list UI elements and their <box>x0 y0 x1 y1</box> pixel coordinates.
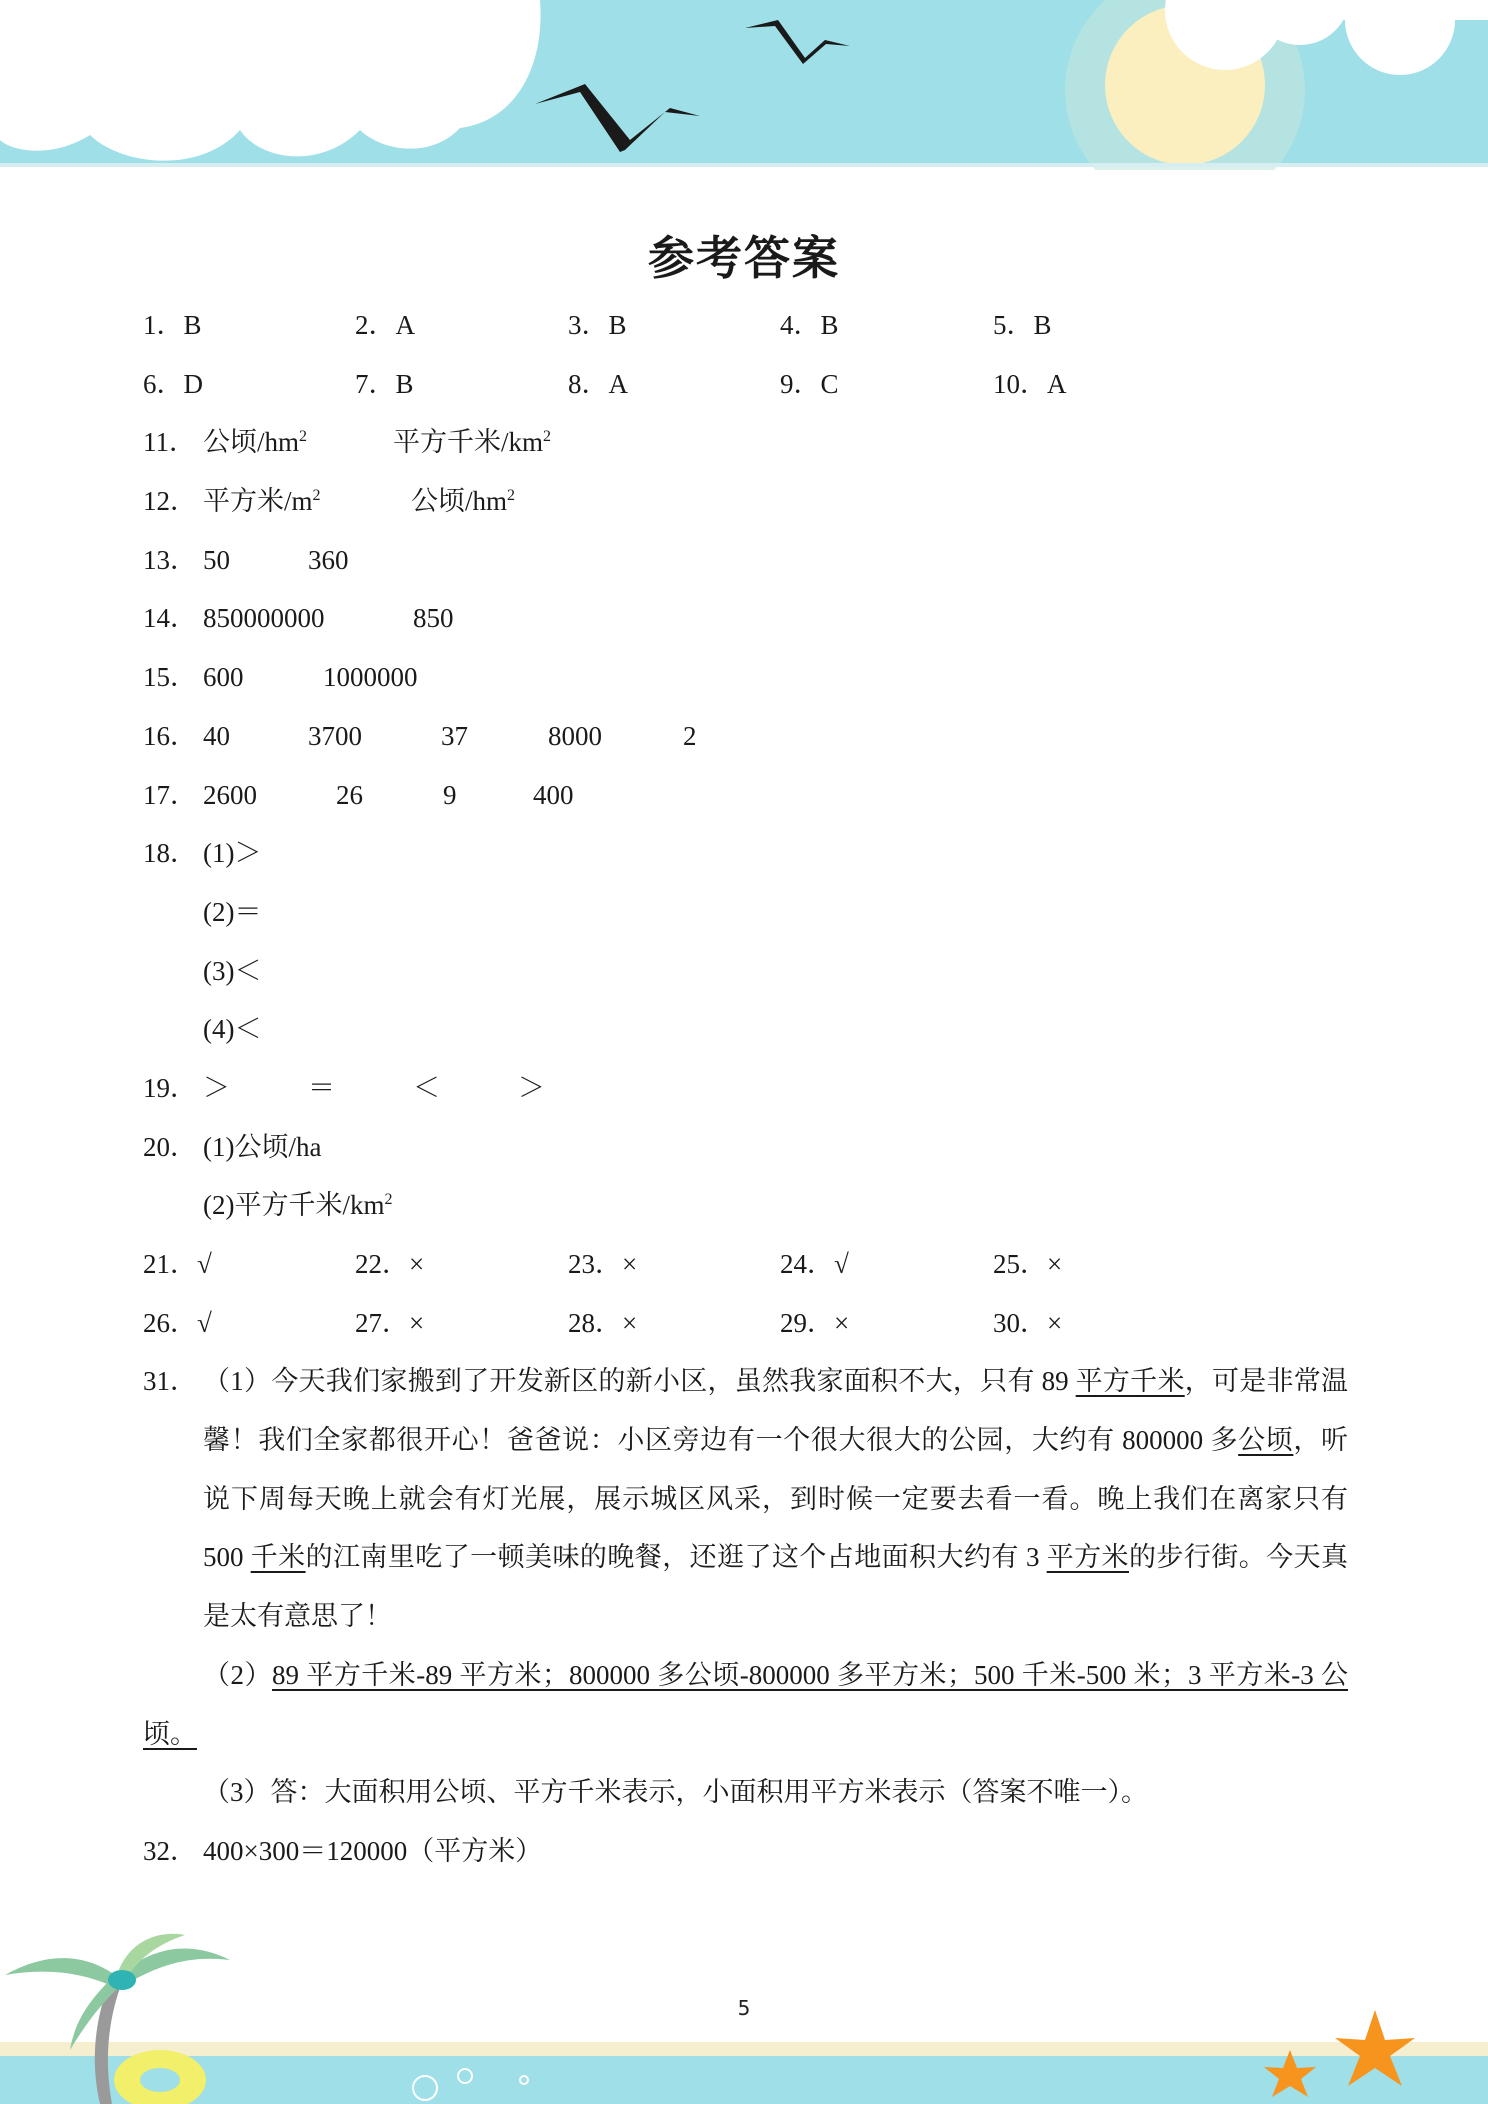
answer-value: (1)公顷/ha <box>203 1131 322 1162</box>
answer-value: 40 <box>203 720 230 751</box>
answer-15 <box>143 648 1348 707</box>
question-number: 20． <box>143 1131 197 1162</box>
answer-value: 平方米$/m^2$ <box>203 486 321 517</box>
question-number: 13． <box>143 544 197 575</box>
answer-31-part-3: （3）答：大面积用公顷、平方千米表示，小面积用平方米表示（答案不唯一）。 <box>203 1777 1148 1808</box>
answer-list <box>143 296 1348 1881</box>
answer-value: ＞ <box>518 1072 545 1103</box>
answer-value: 公顷$/hm^2$ <box>203 427 308 458</box>
answer-20-2 <box>143 1176 1348 1235</box>
answer-item: 5．B <box>993 310 1052 340</box>
header-sky-decoration <box>0 0 1488 170</box>
question-number: 31． <box>143 1366 197 1397</box>
answer-item: 27．× <box>355 1307 425 1338</box>
answer-32 <box>143 1822 1348 1881</box>
answer-value: 400×300＝120000（平方米） <box>203 1836 543 1866</box>
answer-31-part-2: （2）89 平方千米-89 平方米；800000 多公顷-800000 多平方米；500 千米-500 米；3 平方米-3 公顷。 <box>143 1659 1349 1749</box>
answer-31 <box>143 1352 1348 1646</box>
answer-value: 850000000 <box>203 603 325 634</box>
answer-16 <box>143 707 1348 766</box>
answer-value: 1000000 <box>323 662 418 693</box>
answer-value: (4)＜ <box>203 1014 262 1045</box>
question-number: 17． <box>143 779 197 810</box>
answer-value: 37 <box>441 720 468 751</box>
question-number: 32． <box>143 1836 197 1866</box>
answer-value: 9 <box>443 779 457 810</box>
answer-item: 23．× <box>568 1249 638 1279</box>
page-number: 5 <box>737 1996 751 2020</box>
judge-row-2 <box>143 1294 1348 1353</box>
choice-row-2 <box>143 355 1348 414</box>
answer-item: 30．× <box>993 1307 1063 1338</box>
answer-item: 1．B <box>143 310 202 340</box>
answer-item: 4．B <box>780 310 839 340</box>
answer-item: 6．D <box>143 368 203 399</box>
answer-value: 公顷$/hm^2$ <box>411 486 516 517</box>
answer-item: 2．A <box>355 310 415 340</box>
answer-18 <box>143 824 1348 883</box>
answer-18-3 <box>143 942 1348 1001</box>
question-number: 12． <box>143 486 197 517</box>
answer-value: (2)＝ <box>203 896 262 927</box>
answer-item: 10．A <box>993 368 1067 399</box>
answer-value: 26 <box>336 779 363 810</box>
answer-value: 600 <box>203 662 244 693</box>
judge-row-1 <box>143 1235 1348 1294</box>
question-number: 16． <box>143 720 197 751</box>
answer-value: 2 <box>683 720 697 751</box>
answer-value: 360 <box>308 544 349 575</box>
answer-13 <box>143 531 1348 590</box>
question-number: 15． <box>143 662 197 693</box>
question-number: 19． <box>143 1072 197 1103</box>
answer-item: 29．× <box>780 1307 850 1338</box>
answer-item: 28．× <box>568 1307 638 1338</box>
question-number: 11． <box>143 427 196 458</box>
answer-31-part-1: （1）今天我们家搬到了开发新区的新小区，虽然我家面积不大，只有 89 平方千米，可是非常温馨！我们全家都很开心！爸爸说：小区旁边有一个很大很大的公园，大约有 800000 多公顷，听说下周每天晚上就会有灯光展，展示城区风采，到时候一定要去看一看。晚上我们在离家只有 500 千米的江南里吃了一顿美味的晚餐，还逛了这个占地面积大约有 3 平方米的步行街。今天真是太有意思了！ <box>203 1366 1349 1632</box>
answer-item: 26．√ <box>143 1307 212 1338</box>
answer-value: 850 <box>413 603 454 634</box>
answer-item: 8．A <box>568 368 628 399</box>
answer-17 <box>143 766 1348 825</box>
answer-18-4 <box>143 1000 1348 1059</box>
choice-row-1 <box>143 296 1348 355</box>
answer-12 <box>143 472 1348 531</box>
answer-item: 3．B <box>568 310 627 340</box>
footer-beach-decoration <box>0 1900 1488 2104</box>
answer-value: 50 <box>203 544 230 575</box>
answer-19 <box>143 1059 1348 1118</box>
answer-value: 平方千米$/km^2$ <box>393 427 552 458</box>
answer-18-2 <box>143 883 1348 942</box>
answer-value: (1)＞ <box>203 838 262 869</box>
answer-value: 2600 <box>203 779 257 810</box>
answer-value: 3700 <box>308 720 362 751</box>
answer-value: ＞ <box>203 1072 230 1103</box>
answer-item: 25．× <box>993 1249 1063 1279</box>
answer-value: 8000 <box>548 720 602 751</box>
page-title: 参考答案 <box>648 231 840 285</box>
answer-value: ＝ <box>308 1072 335 1103</box>
answer-item: 9．C <box>780 368 839 399</box>
answer-item: 21．√ <box>143 1249 212 1279</box>
answer-11 <box>143 413 1348 472</box>
answer-14 <box>143 589 1348 648</box>
answer-20 <box>143 1118 1348 1177</box>
answer-value: 400 <box>533 779 574 810</box>
answer-item: 22．× <box>355 1249 425 1279</box>
answer-item: 24．√ <box>780 1249 849 1279</box>
answer-value: ＜ <box>413 1072 440 1103</box>
question-number: 18． <box>143 838 197 869</box>
answer-value: (3)＜ <box>203 955 262 986</box>
question-number: 14． <box>143 603 197 634</box>
answer-item: 7．B <box>355 368 414 399</box>
answer-value: (2)平方千米$/km^2$ <box>203 1190 393 1221</box>
